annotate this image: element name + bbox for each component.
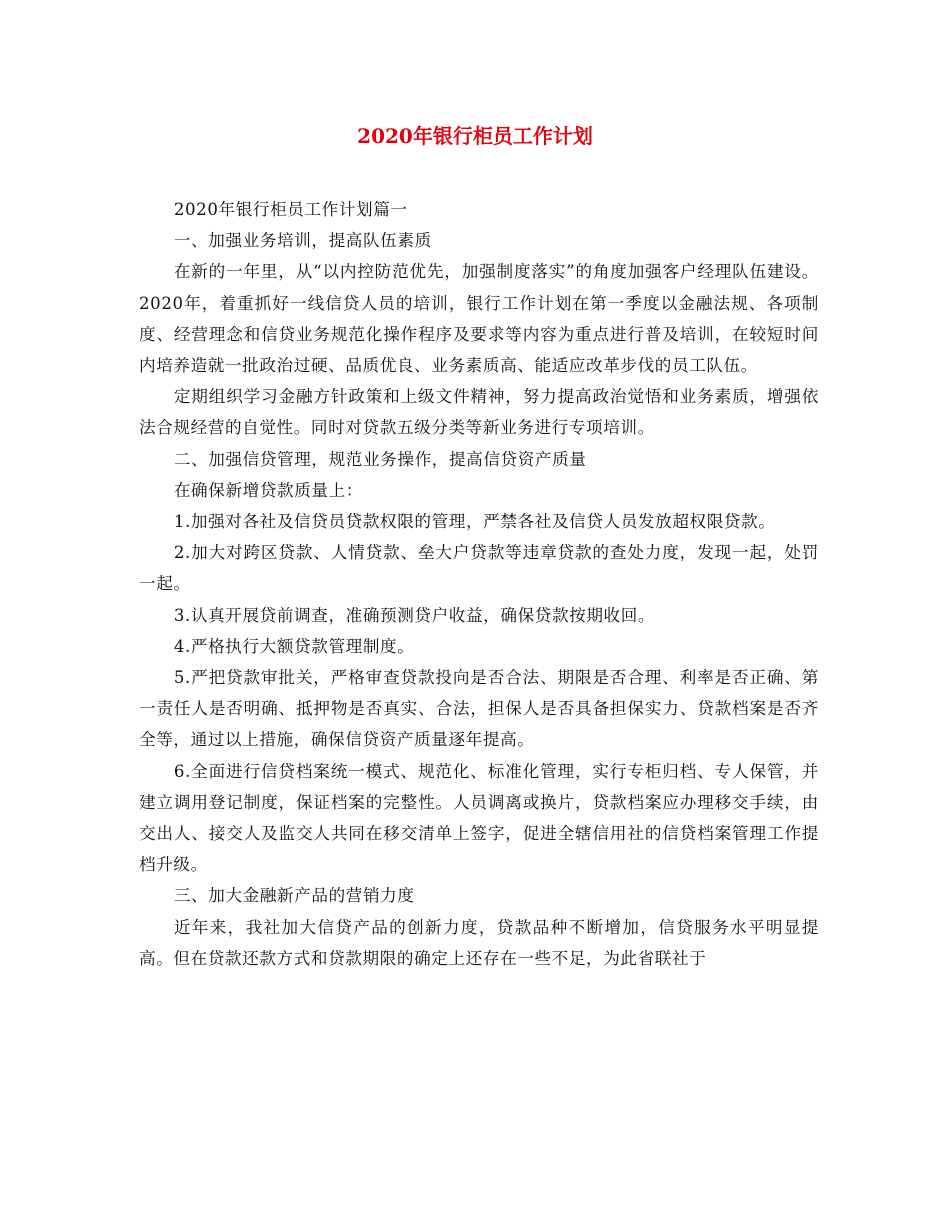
paragraph-new-loans: 在确保新增贷款质量上： xyxy=(173,480,363,500)
paragraph-study: 定期组织学习金融方针政策和上级文件精神，努力提高政治觉悟和业务素质，增强依法合规经营的自觉性。同时对贷款五级分类等新业务进行专项培训。 xyxy=(139,387,819,438)
list-item-2: 2.加大对跨区贷款、人情贷款、垒大户贷款等违章贷款的查处力度，发现一起，处罚一起。 xyxy=(139,543,819,594)
section-heading-part-one: 2020年银行柜员工作计划篇一 xyxy=(173,200,408,219)
heading-2-credit-management: 二、加强信贷管理，规范业务操作，提高信贷资产质量 xyxy=(173,449,587,469)
paragraph-marketing: 近年来，我社加大信贷产品的创新力度，贷款品种不断增加，信贷服务水平明显提高。但在贷款还款方式和贷款期限的确定上还存在一些不足，为此省联社于 xyxy=(139,917,819,968)
document-title: 2020年银行柜员工作计划 xyxy=(357,124,593,148)
list-item-3: 3.认真开展贷前调查，准确预测贷户收益，确保贷款按期收回。 xyxy=(173,605,656,625)
list-item-1: 1.加强对各社及信贷员贷款权限的管理，严禁各社及信贷人员发放超权限贷款。 xyxy=(173,512,776,532)
list-item-4: 4.严格执行大额贷款管理制度。 xyxy=(173,636,415,656)
list-item-6: 6.全面进行信贷档案统一模式、规范化、标准化管理，实行专柜归档、专人保管，并建立调用登记制度，保证档案的完整性。人员调离或换片，贷款档案应办理移交手续，由交出人、接交人及监交人共同在移交清单上签字，促进全辖信用社的信贷档案管理工作提档升级。 xyxy=(139,761,819,875)
paragraph-training: 在新的一年里，从“以内控防范优先，加强制度落实”的角度加强客户经理队伍建设。2020年，着重抓好一线信贷人员的培训，银行工作计划在第一季度以金融法规、各项制度、经营理念和信贷业务规范化操作程序及要求等内容为重点进行普及培训，在较短时间内培养造就一批政治过硬、品质优良、业务素质高、能适应改革步伐的员工队伍。 xyxy=(139,262,819,376)
list-item-5: 5.严把贷款审批关，严格审查贷款投向是否合法、期限是否合理、利率是否正确、第一责任人是否明确、抵押物是否真实、合法，担保人是否具备担保实力、贷款档案是否齐全等，通过以上措施，确保信贷资产质量逐年提高。 xyxy=(139,668,819,750)
document-body xyxy=(139,194,819,974)
heading-3-marketing: 三、加大金融新产品的营销力度 xyxy=(173,886,415,906)
heading-1-training: 一、加强业务培训，提高队伍素质 xyxy=(173,231,432,251)
